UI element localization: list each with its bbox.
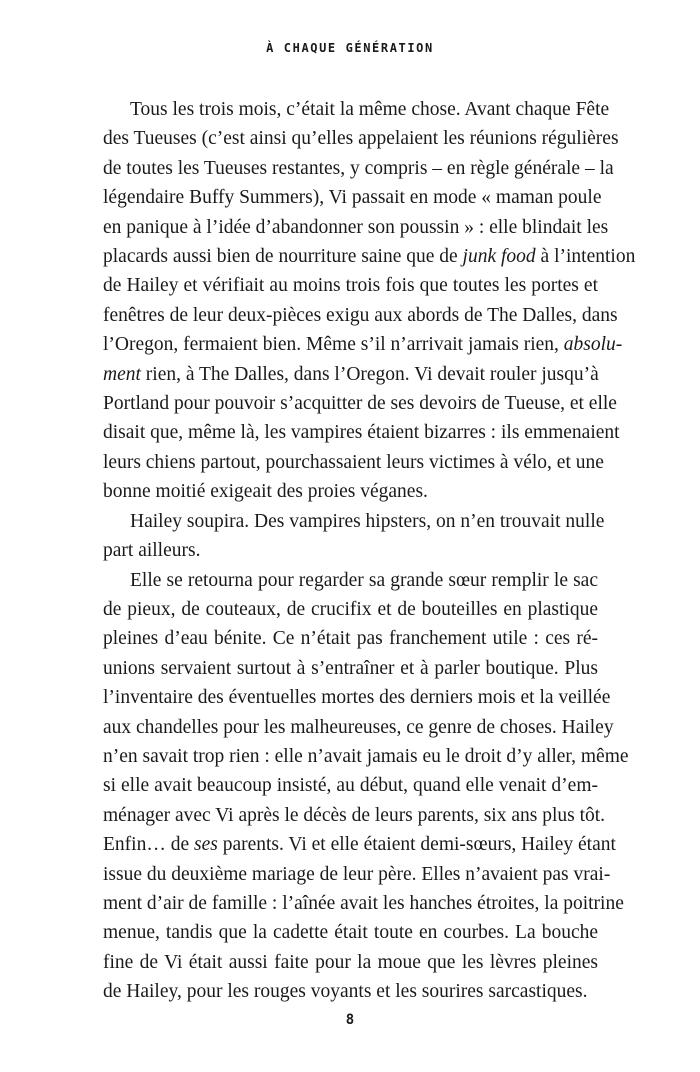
text-run: leurs chiens partout, pourchassaient leurs victimes à vélo, et une: [103, 451, 604, 473]
text-line: [103, 507, 605, 536]
text-run: légendaire Buffy Summers), Vi passait en mode « maman poule: [103, 187, 602, 209]
text-line: [103, 624, 598, 653]
text-line: [103, 948, 598, 977]
text-line: [103, 477, 598, 506]
body-text: [103, 95, 636, 1007]
text-run: part ailleurs.: [103, 540, 201, 562]
text-run: n’en savait trop rien : elle n’avait jamais eu le droit d’y aller, même: [103, 745, 629, 767]
text-run: menue, tandis que la cadette était toute en courbes. La bouche: [103, 922, 598, 944]
text-run: Enfin… de: [103, 834, 194, 856]
text-line: [103, 301, 618, 330]
text-run: issue du deuxième mariage de leur père. Elles n’avaient pas vrai-: [103, 863, 611, 885]
running-head: À CHAQUE GÉNÉRATION: [266, 41, 434, 55]
text-line: [103, 360, 598, 389]
text-line: [103, 595, 598, 624]
text-run: fine de Vi était aussi faite pour la moue que les lèvres pleines: [103, 951, 598, 973]
text-run: parents. Vi et elle étaient demi-sœurs, Hailey étant: [217, 834, 616, 856]
text-run: Portland pour pouvoir s’acquitter de ses devoirs de Tueuse, et elle: [103, 393, 617, 415]
text-line: [103, 536, 598, 565]
text-run: de pieux, de couteaux, de crucifix et de bouteilles en plastique: [103, 598, 598, 620]
text-run: unions servaient surtout à s’entraîner et à parler boutique. Plus: [103, 657, 598, 679]
text-line: [103, 418, 620, 447]
text-line: [103, 95, 610, 124]
text-run: disait que, même là, les vampires étaient bizarres : ils emmenaient: [103, 422, 620, 444]
text-line: [103, 742, 629, 771]
text-line: [103, 183, 602, 212]
text-run: placards aussi bien de nourriture saine que de: [103, 246, 463, 268]
text-run: de toutes les Tueuses restantes, y compris – en règle générale – la: [103, 157, 614, 179]
text-line: [103, 124, 619, 153]
text-line: [103, 889, 624, 918]
text-run: Elle se retourna pour regarder sa grande sœur remplir le sac: [130, 569, 598, 591]
italic-term: ses: [193, 834, 218, 856]
text-run: Tous les trois mois, c’était la même chose. Avant chaque Fête: [130, 99, 610, 120]
paragraph: [103, 95, 636, 507]
text-line: [103, 448, 604, 477]
text-run: rien, à The Dalles, dans l’Oregon. Vi devait rouler jusqu’à: [140, 363, 599, 385]
text-line: [103, 654, 598, 683]
text-run: des Tueuses (c’est ainsi qu’elles appelaient les réunions régulières: [103, 128, 619, 150]
page-number: 8: [345, 1012, 355, 1028]
text-line: [103, 860, 611, 889]
text-run: de Hailey, pour les rouges voyants et les sourires sarcastiques.: [103, 981, 588, 1003]
text-line: [103, 977, 598, 1006]
text-line: [103, 213, 609, 242]
italic-term: ment: [103, 363, 141, 385]
paragraph: [103, 507, 605, 566]
text-run: si elle avait beaucoup insisté, au début, quand elle venait d’em-: [103, 775, 598, 797]
italic-term: junk food: [462, 246, 536, 268]
text-run: aux chandelles pour les malheureuses, ce genre de choses. Hailey: [103, 716, 614, 738]
text-run: de Hailey et vérifiait au moins trois fois que toutes les portes et: [103, 275, 598, 297]
text-line: [103, 389, 617, 418]
text-run: pleines d’eau bénite. Ce n’était pas franchement utile : ces ré-: [103, 628, 598, 650]
text-line: [103, 683, 611, 712]
paragraph: [103, 566, 629, 1007]
text-run: bonne moitié exigeait des proies véganes.: [103, 481, 428, 503]
text-run: ment d’air de famille : l’aînée avait les hanches étroites, la poitrine: [103, 892, 624, 914]
text-run: en panique à l’idée d’abandonner son poussin » : elle blindait les: [103, 216, 609, 238]
text-run: à l’intention: [535, 246, 636, 268]
text-line: [103, 330, 623, 359]
text-line: [103, 771, 598, 800]
text-run: ménager avec Vi après le décès de leurs parents, six ans plus tôt.: [103, 804, 606, 826]
text-line: [103, 830, 616, 859]
text-line: [103, 918, 598, 947]
text-line: [103, 154, 614, 183]
text-run: l’inventaire des éventuelles mortes des derniers mois et la veillée: [103, 687, 611, 709]
text-line: [103, 242, 636, 271]
text-run: l’Oregon, fermaient bien. Même s’il n’arrivait jamais rien,: [103, 334, 564, 356]
italic-term: absolu-: [563, 334, 623, 356]
text-line: [103, 566, 598, 595]
text-run: fenêtres de leur deux-pièces exigu aux abords de The Dalles, dans: [103, 304, 618, 326]
text-line: [103, 713, 614, 742]
text-line: [103, 271, 598, 300]
text-run: Hailey soupira. Des vampires hipsters, on n’en trouvait nulle: [130, 510, 605, 532]
text-line: [103, 801, 606, 830]
